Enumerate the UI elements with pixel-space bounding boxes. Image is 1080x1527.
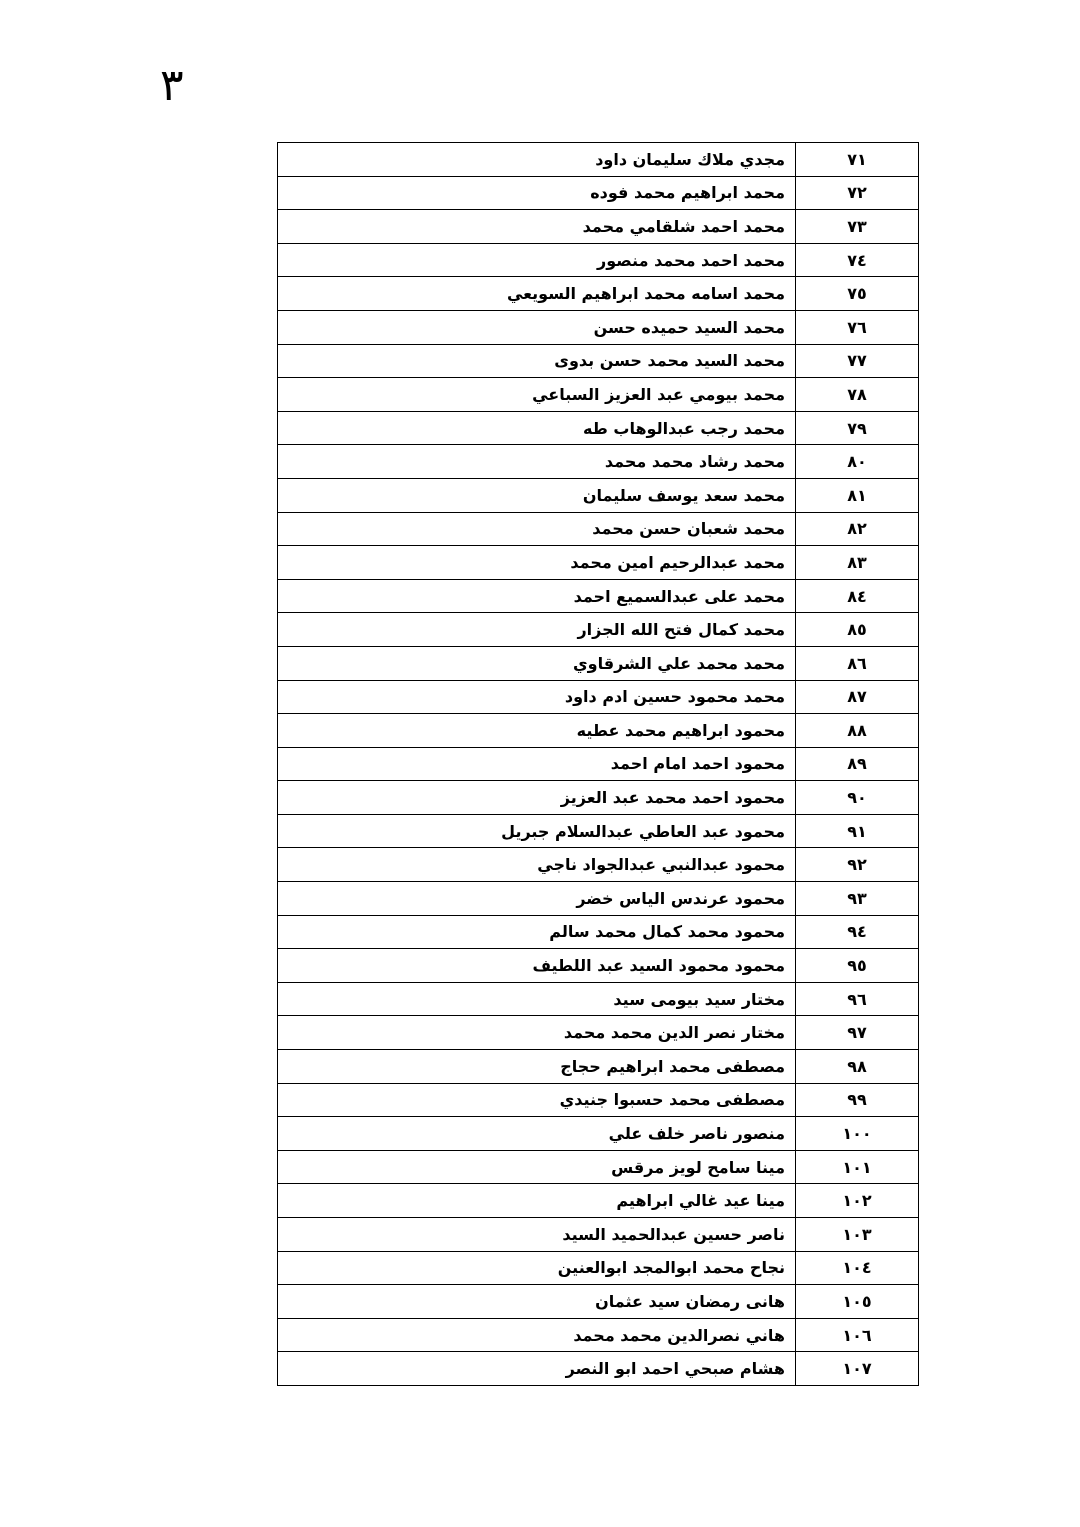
row-number-cell: ١٠١ — [796, 1150, 919, 1184]
table-row — [278, 714, 919, 748]
name-cell: هانى رمضان سيد عثمان — [278, 1285, 796, 1319]
name-cell: محمد السيد حميده حسن — [278, 310, 796, 344]
name-cell: محمد سعد يوسف سليمان — [278, 478, 796, 512]
row-number-cell: ٨٤ — [796, 579, 919, 613]
name-cell: هشام صبحي احمد ابو النصر — [278, 1352, 796, 1386]
name-cell: مصطفى محمد حسبوا جنيدي — [278, 1083, 796, 1117]
table-row — [278, 512, 919, 546]
name-cell: محمد عبدالرحيم امين محمد — [278, 546, 796, 580]
row-number-cell: ٧٤ — [796, 243, 919, 277]
names-table — [277, 142, 919, 1386]
name-cell: مختار سيد بيومى سيد — [278, 982, 796, 1016]
table-row — [278, 613, 919, 647]
name-cell: محمود عبد العاطي عبدالسلام جبريل — [278, 814, 796, 848]
row-number-cell: ٧٧ — [796, 344, 919, 378]
table-row — [278, 781, 919, 815]
page-number: ٣ — [160, 60, 184, 111]
row-number-cell: ٧٨ — [796, 378, 919, 412]
row-number-cell: ١٠٣ — [796, 1218, 919, 1252]
table-row — [278, 378, 919, 412]
row-number-cell: ٩٨ — [796, 1050, 919, 1084]
name-cell: محمود عبدالنبي عبدالجواد ناجي — [278, 848, 796, 882]
name-cell: مصطفى محمد ابراهيم حجاج — [278, 1050, 796, 1084]
table-row — [278, 1083, 919, 1117]
table-row — [278, 445, 919, 479]
row-number-cell: ٩٥ — [796, 949, 919, 983]
row-number-cell: ٨٧ — [796, 680, 919, 714]
name-cell: نجاح محمد ابوالمجد ابوالعنين — [278, 1251, 796, 1285]
table-row — [278, 680, 919, 714]
row-number-cell: ٨٩ — [796, 747, 919, 781]
name-cell: مجدي ملاك سليمان داود — [278, 143, 796, 177]
table-row — [278, 1218, 919, 1252]
row-number-cell: ٧٩ — [796, 411, 919, 445]
name-cell: محمد كمال فتح الله الجزار — [278, 613, 796, 647]
table-row — [278, 546, 919, 580]
name-cell: محمود محمد كمال محمد سالم — [278, 915, 796, 949]
row-number-cell: ٩٦ — [796, 982, 919, 1016]
table-row — [278, 882, 919, 916]
table-row — [278, 1285, 919, 1319]
row-number-cell: ٩٢ — [796, 848, 919, 882]
table-row — [278, 411, 919, 445]
table-row — [278, 210, 919, 244]
row-number-cell: ١٠٢ — [796, 1184, 919, 1218]
name-cell: محمد رشاد محمد محمد — [278, 445, 796, 479]
name-cell: مينا عيد غالي ابراهيم — [278, 1184, 796, 1218]
row-number-cell: ٨٠ — [796, 445, 919, 479]
name-cell: منصور ناصر خلف علي — [278, 1117, 796, 1151]
row-number-cell: ٩٧ — [796, 1016, 919, 1050]
row-number-cell: ٧٢ — [796, 176, 919, 210]
table-row — [278, 747, 919, 781]
names-table-body — [278, 143, 919, 1386]
name-cell: محمود عرندس الياس خضر — [278, 882, 796, 916]
table-row — [278, 949, 919, 983]
name-cell: محمد شعبان حسن محمد — [278, 512, 796, 546]
table-row — [278, 1050, 919, 1084]
row-number-cell: ٨٣ — [796, 546, 919, 580]
row-number-cell: ٩٣ — [796, 882, 919, 916]
row-number-cell: ١٠٤ — [796, 1251, 919, 1285]
row-number-cell: ١٠٦ — [796, 1318, 919, 1352]
row-number-cell: ٩٤ — [796, 915, 919, 949]
table-row — [278, 143, 919, 177]
table-row — [278, 277, 919, 311]
name-cell: مختار نصر الدين محمد محمد — [278, 1016, 796, 1050]
table-row — [278, 848, 919, 882]
row-number-cell: ٧٣ — [796, 210, 919, 244]
row-number-cell: ٧٥ — [796, 277, 919, 311]
name-cell: ناصر حسين عبدالحميد السيد — [278, 1218, 796, 1252]
table-row — [278, 1150, 919, 1184]
row-number-cell: ٧١ — [796, 143, 919, 177]
row-number-cell: ٨٦ — [796, 646, 919, 680]
name-cell: محمود محمود السيد عبد اللطيف — [278, 949, 796, 983]
row-number-cell: ١٠٠ — [796, 1117, 919, 1151]
table-row — [278, 478, 919, 512]
table-row — [278, 1184, 919, 1218]
name-cell: محمود احمد محمد عبد العزيز — [278, 781, 796, 815]
name-cell: محمد ابراهيم محمد فوده — [278, 176, 796, 210]
table-row — [278, 1352, 919, 1386]
name-cell: محمد محمد علي الشرقاوي — [278, 646, 796, 680]
row-number-cell: ١٠٥ — [796, 1285, 919, 1319]
table-row — [278, 243, 919, 277]
name-cell: محمد محمود حسين ادم داود — [278, 680, 796, 714]
table-row — [278, 982, 919, 1016]
row-number-cell: ٨١ — [796, 478, 919, 512]
name-cell: محمود ابراهيم محمد عطيه — [278, 714, 796, 748]
row-number-cell: ١٠٧ — [796, 1352, 919, 1386]
row-number-cell: ٩٠ — [796, 781, 919, 815]
table-row — [278, 1251, 919, 1285]
row-number-cell: ٨٨ — [796, 714, 919, 748]
table-row — [278, 176, 919, 210]
name-cell: محمود احمد امام احمد — [278, 747, 796, 781]
name-cell: هاني نصرالدين محمد محمد — [278, 1318, 796, 1352]
name-cell: محمد على عبدالسميع احمد — [278, 579, 796, 613]
table-row — [278, 1117, 919, 1151]
table-row — [278, 579, 919, 613]
row-number-cell: ٩١ — [796, 814, 919, 848]
name-cell: مينا سامح لويز مرقس — [278, 1150, 796, 1184]
table-row — [278, 310, 919, 344]
name-cell: محمد احمد شلقامي محمد — [278, 210, 796, 244]
table-row — [278, 814, 919, 848]
name-cell: محمد السيد محمد حسن بدوى — [278, 344, 796, 378]
name-cell: محمد رجب عبدالوهاب طه — [278, 411, 796, 445]
table-row — [278, 344, 919, 378]
table-row — [278, 1016, 919, 1050]
table-row — [278, 915, 919, 949]
name-cell: محمد اسامه محمد ابراهيم السويعي — [278, 277, 796, 311]
table-row — [278, 1318, 919, 1352]
row-number-cell: ٨٢ — [796, 512, 919, 546]
name-cell: محمد احمد محمد منصور — [278, 243, 796, 277]
table-row — [278, 646, 919, 680]
row-number-cell: ٨٥ — [796, 613, 919, 647]
row-number-cell: ٩٩ — [796, 1083, 919, 1117]
name-cell: محمد بيومي عبد العزيز السباعي — [278, 378, 796, 412]
row-number-cell: ٧٦ — [796, 310, 919, 344]
